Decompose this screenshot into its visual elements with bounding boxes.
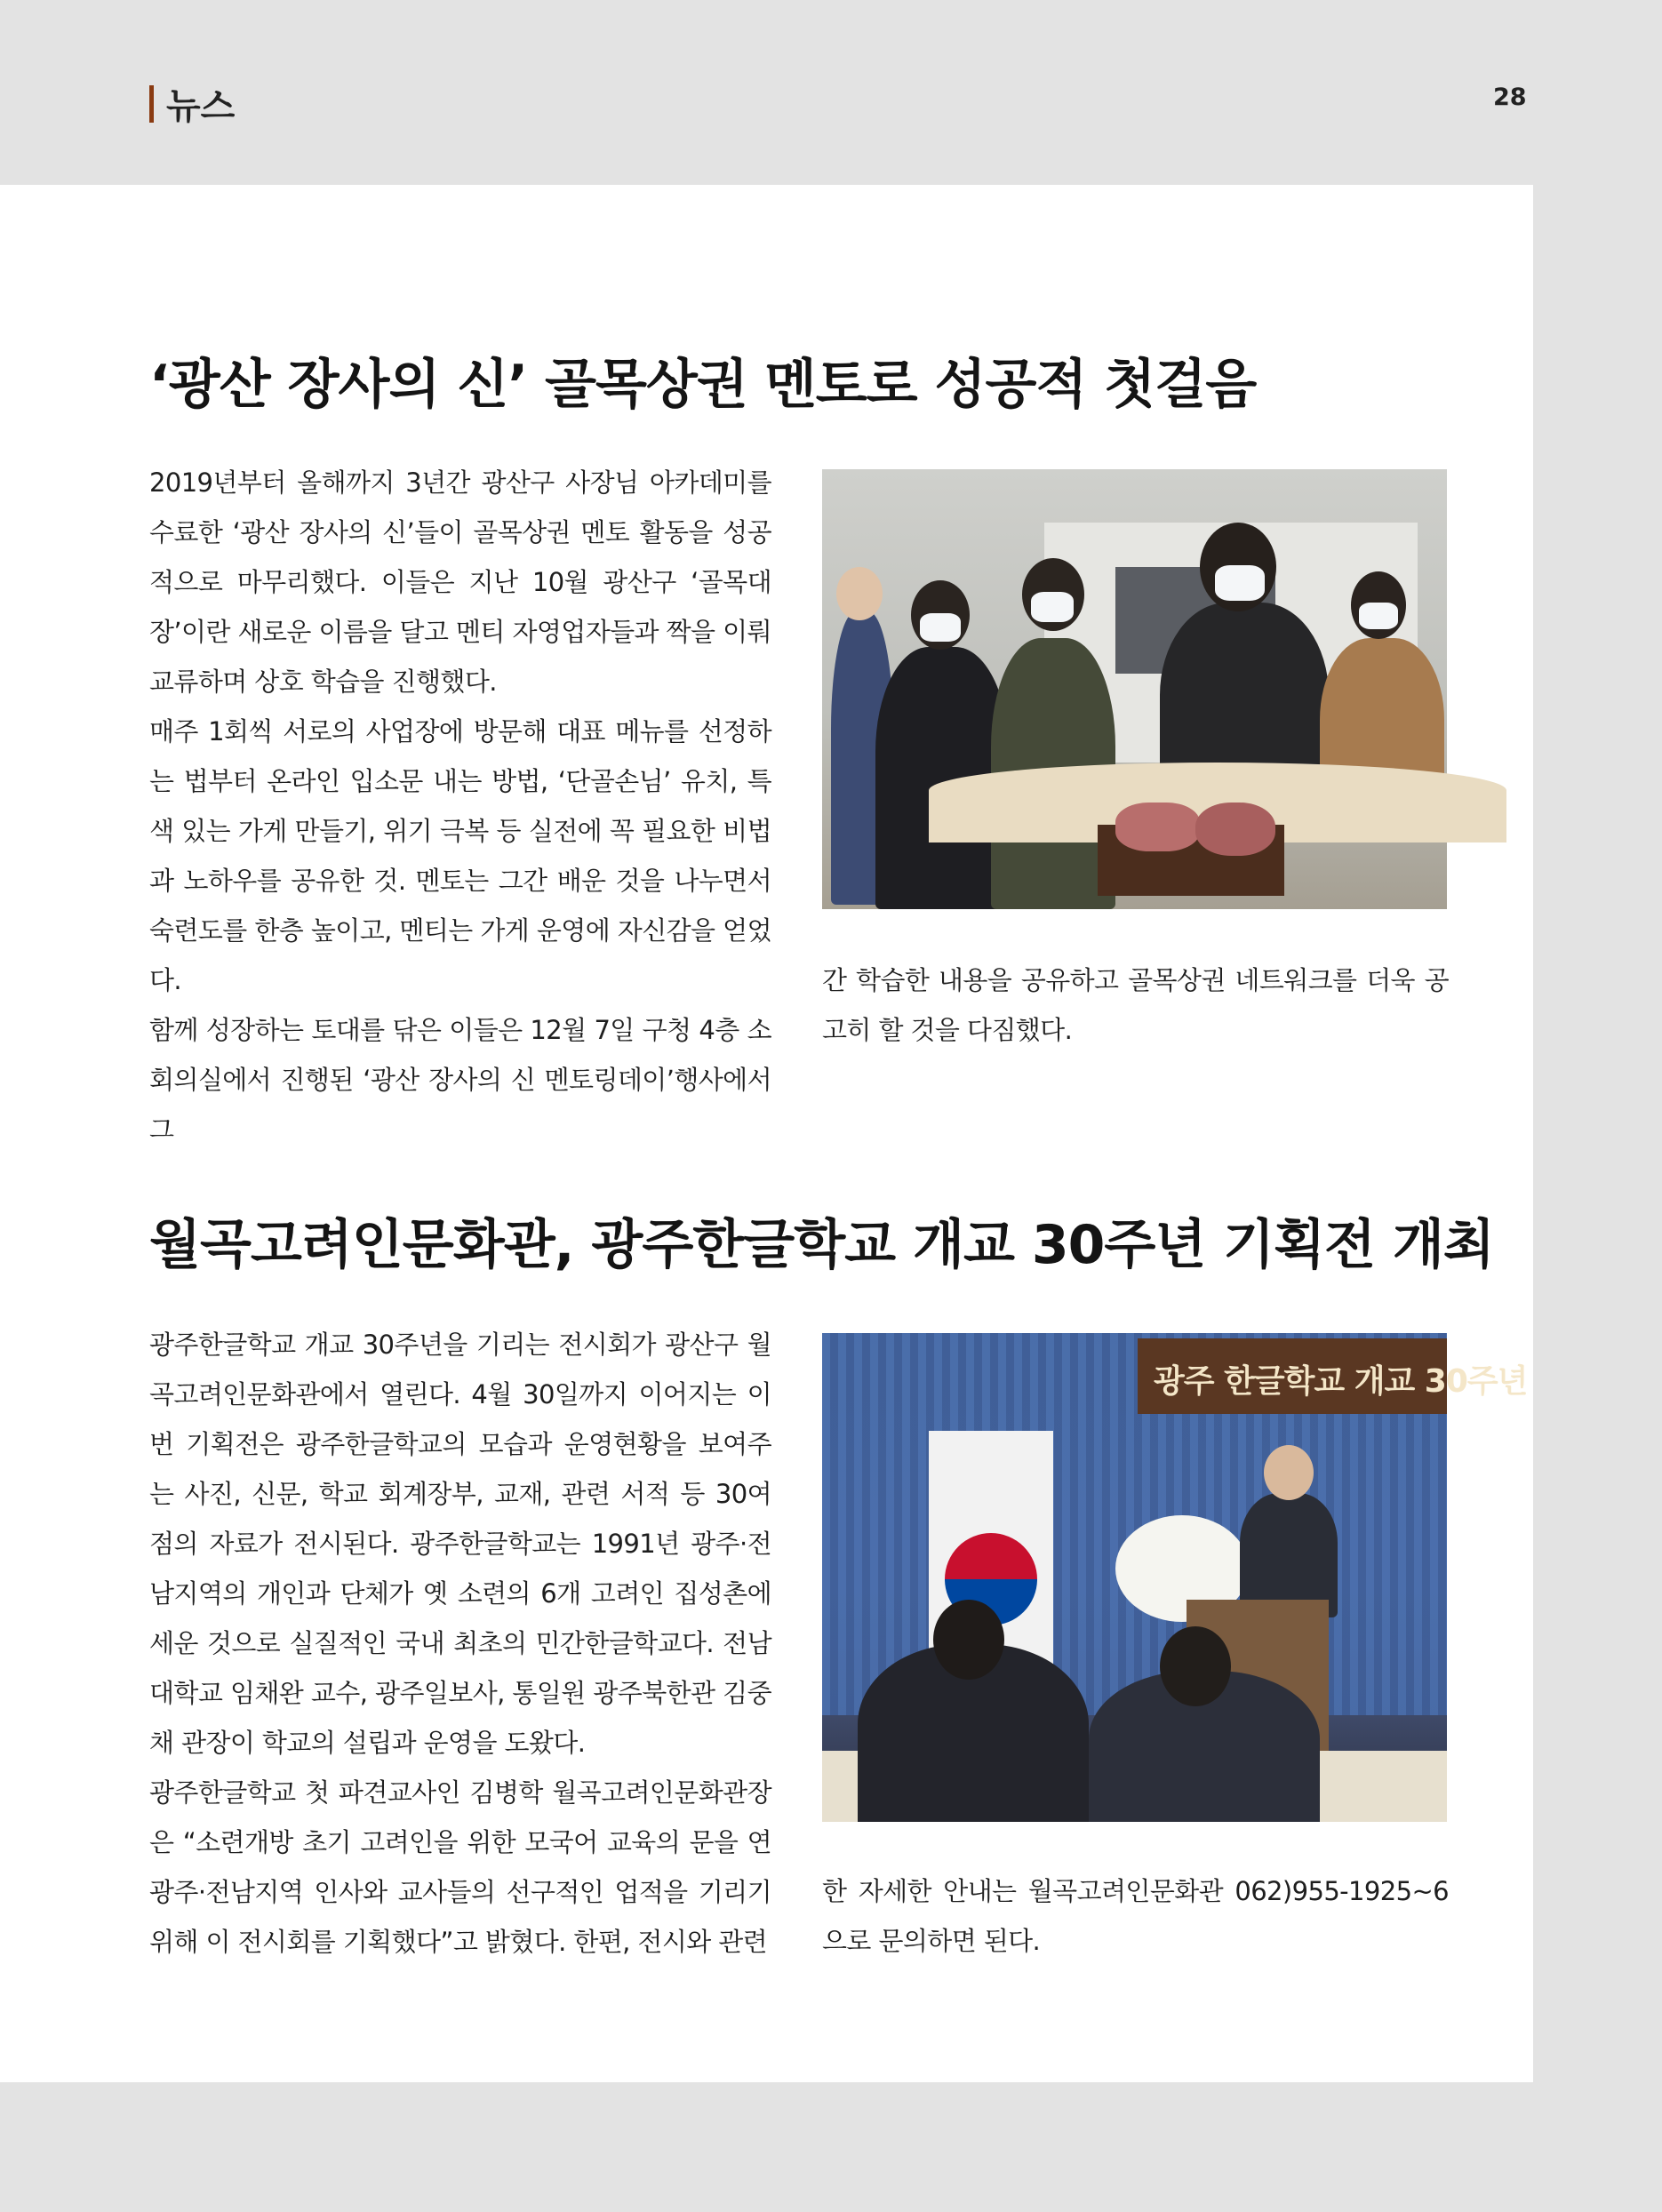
meat bbox=[1115, 803, 1200, 851]
mask bbox=[1215, 565, 1265, 601]
article2-left-column bbox=[149, 1320, 771, 1967]
article1-paragraph: 함께 성장하는 토대를 닦은 이들은 12월 7일 구청 4층 소회의실에서 진행된 ‘광산 장사의 신 멘토링데이’행사에서 그 bbox=[149, 1015, 771, 1145]
section-label bbox=[149, 78, 235, 129]
mask bbox=[920, 613, 961, 642]
exhibition-banner bbox=[1138, 1338, 1528, 1414]
article2-paragraph: 광주한글학교 첫 파견교사인 김병학 월곡고려인문화관장은 “소련개방 초기 고려인을 위한 모국어 교육의 문을 연 광주·전남지역 인사와 교사들의 선구적인 업적을 기리기 위해 이 전시회를 기획했다”고 밝혔다. 한편, 전시와 관련 bbox=[149, 1777, 771, 1957]
article1-paragraph: 간 학습한 내용을 공유하고 골목상권 네트워크를 더욱 공고히 할 것을 다짐했다. bbox=[822, 965, 1449, 1045]
article2-photo bbox=[822, 1333, 1528, 1822]
speaker-head bbox=[1264, 1445, 1314, 1500]
audience-head bbox=[1160, 1626, 1231, 1706]
page-number: 28 bbox=[1493, 84, 1527, 111]
article1-photo bbox=[822, 469, 1447, 909]
speaker bbox=[1240, 1493, 1338, 1617]
mask bbox=[1359, 603, 1398, 629]
banner-text: 광주 한글학교 개교 30주년 bbox=[1154, 1363, 1528, 1400]
meat bbox=[1195, 803, 1275, 856]
article2-right-column bbox=[822, 1866, 1449, 1966]
audience-head bbox=[933, 1600, 1004, 1680]
article1-paragraph: 2019년부터 올해까지 3년간 광산구 사장님 아카데미를 수료한 ‘광산 장사의 신’들이 골목상권 멘토 활동을 성공적으로 마무리했다. 이들은 지난 10월 광산구 ‘골목대장’이란 새로운 이름을 달고 멘티 자영업자들과 짝을 이뤄 교류하며 상호 학습을 진행했다. bbox=[149, 467, 771, 697]
article1-paragraph: 매주 1회씩 서로의 사업장에 방문해 대표 메뉴를 선정하는 법부터 온라인 입소문 내는 방법, ‘단골손님’ 유치, 특색 있는 가게 만들기, 위기 극복 등 실전에 꼭 필요한 비법과 노하우를 공유한 것. 멘토는 그간 배운 것을 나누면서 숙련도를 한층 높이고, 멘티는 가게 운영에 자신감을 얻었다. bbox=[149, 716, 771, 995]
article1-right-column bbox=[822, 955, 1449, 1055]
person-head bbox=[836, 567, 883, 620]
section-title: 뉴스 bbox=[166, 86, 236, 127]
article1-left-column bbox=[149, 458, 771, 1154]
mask bbox=[1031, 592, 1074, 622]
article2-title: 월곡고려인문화관, 광주한글학교 개교 30주년 기획전 개최 bbox=[149, 1214, 1494, 1276]
article2-paragraph: 한 자세한 안내는 월곡고려인문화관 062)955-1925~6으로 문의하면 된다. bbox=[822, 1876, 1449, 1956]
article2-paragraph: 광주한글학교 개교 30주년을 기리는 전시회가 광산구 월곡고려인문화관에서 열린다. 4월 30일까지 이어지는 이번 기획전은 광주한글학교의 모습과 운영현황을 보여주는 사진, 신문, 학교 회계장부, 교재, 관련 서적 등 30여 점의 자료가 전시된다. 광주한글학교는 1991년 광주·전남지역의 개인과 단체가 옛 소련의 6개 고려인 집성촌에 세운 것으로 실질적인 국내 최초의 민간한글학교다. 전남대학교 임채완 교수, 광주일보사, 통일원 광주북한관 김중채 관장이 학교의 설립과 운영을 도왔다. bbox=[149, 1330, 771, 1758]
section-bar bbox=[149, 85, 154, 123]
article1-title: ‘광산 장사의 신’ 골목상권 멘토로 성공적 첫걸음 bbox=[149, 354, 1257, 416]
